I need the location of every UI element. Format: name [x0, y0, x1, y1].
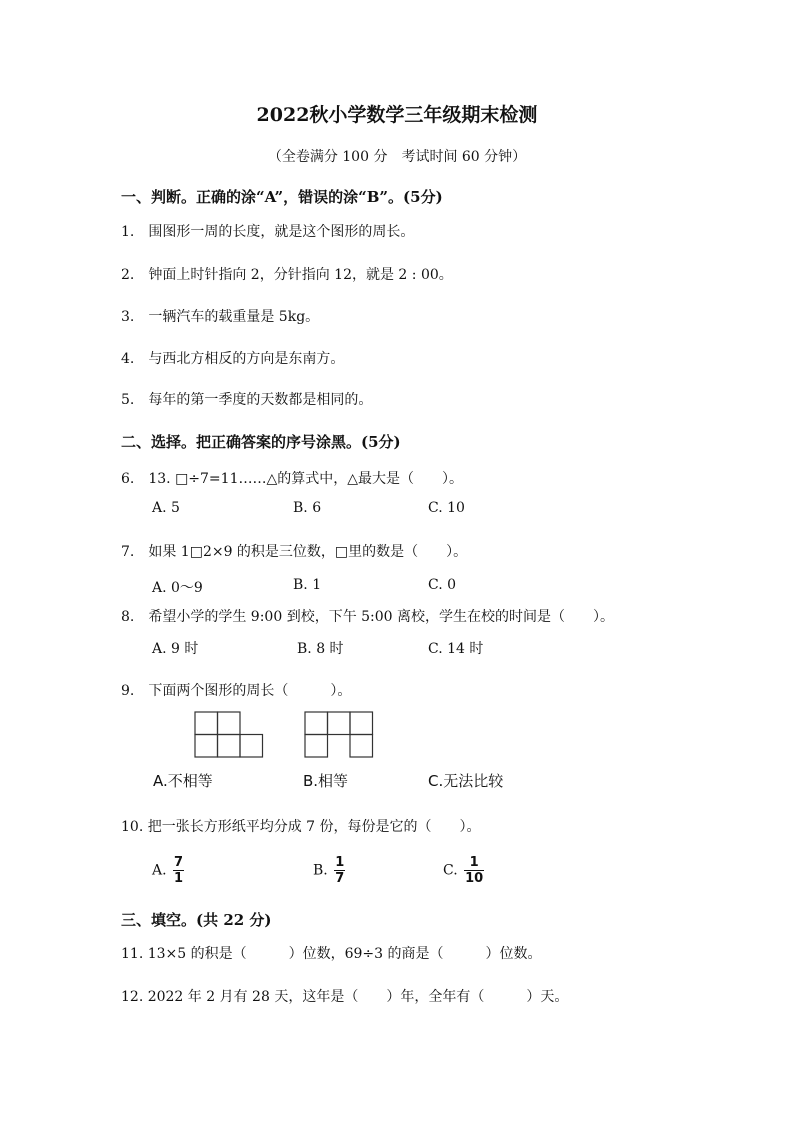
question-3: 3. 一辆汽车的载重量是 5kg。	[121, 309, 320, 325]
question-1: 1. 围图形一周的长度，就是这个图形的周长。	[121, 224, 415, 240]
question-10: 10. 把一张长方形纸平均分成 7 份，每份是它的（ ）。	[121, 819, 481, 835]
question-12: 12. 2022 年 2 月有 28 天，这年是（ ）年，全年有（ ）天。	[121, 989, 569, 1005]
q9-figure-left	[194, 711, 266, 759]
q10-option-a	[152, 855, 184, 886]
question-7: 7. 如果 1□2×9 的积是三位数，□里的数是（ ）。	[121, 544, 468, 560]
q9-option-a: A.不相等	[153, 772, 213, 790]
fraction	[464, 855, 484, 886]
question-11: 11. 13×5 的积是（ ）位数，69÷3 的商是（ ）位数。	[121, 946, 542, 962]
q8-option-a: A. 9 时	[152, 641, 199, 657]
section-heading-choice: 二、选择。把正确答案的序号涂黑。(5分)	[121, 433, 401, 451]
fraction	[334, 855, 345, 886]
q6-option-b: B. 6	[293, 500, 322, 516]
page-subtitle: （全卷满分 100 分 考试时间 60 分钟）	[267, 149, 527, 165]
q9-figure-right	[304, 711, 376, 759]
q9-option-b: B.相等	[303, 772, 349, 790]
page-title: 2022秋小学数学三年级期末检测	[256, 104, 538, 126]
question-4: 4. 与西北方相反的方向是东南方。	[121, 351, 345, 367]
q10-option-b	[313, 855, 345, 886]
q6-option-a: A. 5	[152, 500, 180, 516]
q10-option-c	[443, 855, 484, 886]
q6-option-c: C. 10	[428, 500, 465, 516]
q7-option-a: A. 0～9	[152, 580, 203, 596]
q8-option-b: B. 8 时	[297, 641, 344, 657]
question-2: 2. 钟面上时针指向 2，分针指向 12，就是 2 : 00。	[121, 267, 453, 283]
q10-option-b-label: B.	[313, 862, 328, 879]
question-9: 9. 下面两个图形的周长（ ）。	[121, 683, 352, 699]
q7-option-b: B. 1	[293, 577, 322, 593]
numerator: 1	[335, 855, 345, 870]
question-8: 8. 希望小学的学生 9:00 到校，下午 5:00 离校，学生在校的时间是（ ）。	[121, 609, 615, 625]
denominator: 1	[174, 871, 184, 886]
denominator: 10	[465, 871, 484, 886]
q7-option-c: C. 0	[428, 577, 457, 593]
numerator: 1	[469, 855, 479, 870]
q9-option-c: C.无法比较	[428, 772, 504, 790]
fraction	[173, 855, 184, 886]
q8-option-c: C. 14 时	[428, 641, 484, 657]
section-heading-fill: 三、填空。(共 22 分)	[121, 911, 272, 929]
question-5: 5. 每年的第一季度的天数都是相同的。	[121, 392, 373, 408]
q10-option-a-label: A.	[152, 862, 167, 879]
numerator: 7	[174, 855, 184, 870]
question-6: 6. 13. □÷7=11……△的算式中，△最大是（ ）。	[121, 471, 464, 487]
q10-option-c-label: C.	[443, 862, 458, 879]
section-heading-judge: 一、判断。正确的涂“A”，错误的涂“B”。(5分)	[121, 188, 443, 206]
denominator: 7	[335, 871, 345, 886]
